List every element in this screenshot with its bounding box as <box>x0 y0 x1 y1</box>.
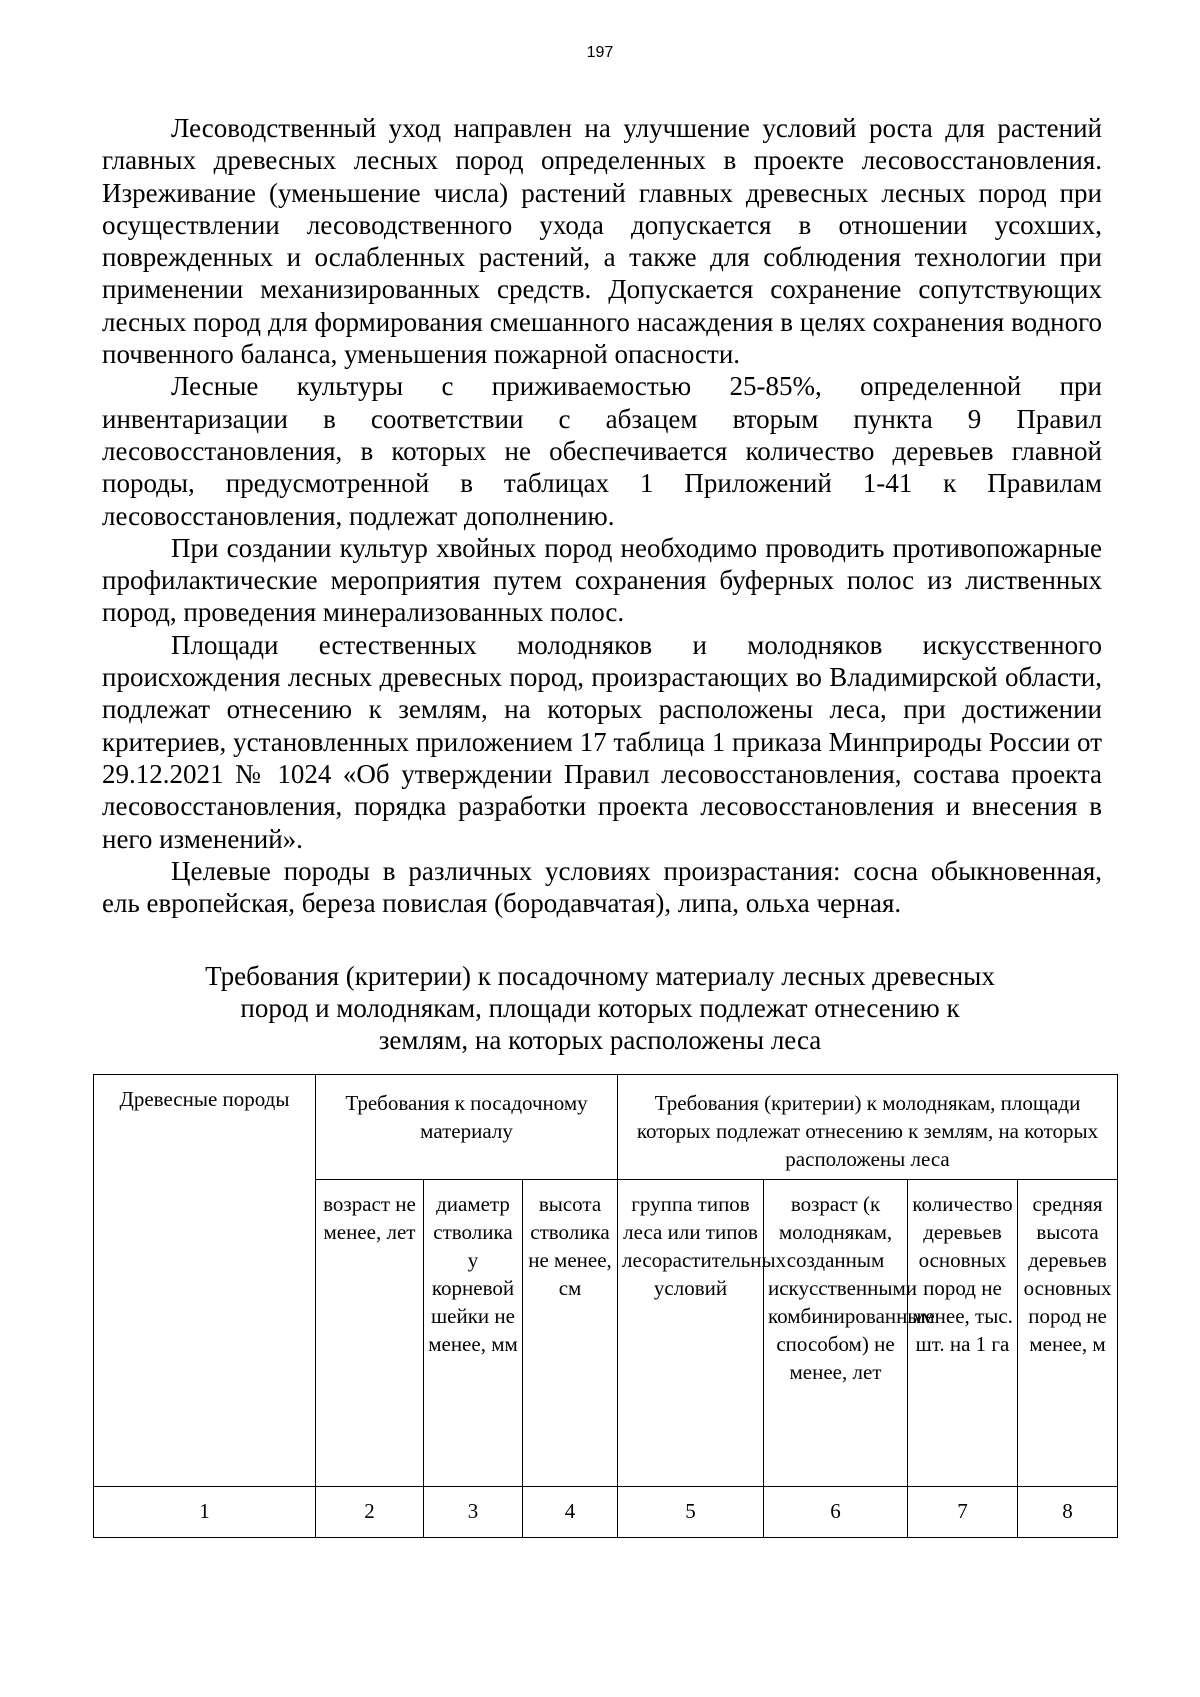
page-number: 197 <box>586 44 614 61</box>
paragraph-silvicultural-care: Лесоводственный уход направлен на улучшение условий роста для растений главных древесных лесных пород определенных в проекте лесовосстановления. Изреживание (уменьшение числа) растений главных древесных лесных пород при осуществлении лесоводственного ухода допускается в отношении усохших, поврежденных и ослабленных растений, а также для соблюдения технологии при применении механизированных средств. Допускается сохранение сопутствующих лесных пород для формирования смешанного насаждения в целях сохранения водного почвенного баланса, уменьшения пожарной опасности. <box>102 113 1102 370</box>
header-young-stands: Требования (критерии) к молоднякам, площади которых подлежат отнесению к землям, на которых расположены леса <box>618 1075 1118 1180</box>
subheader-age: возраст не менее, лет <box>316 1180 424 1487</box>
paragraph-target-species: Целевые породы в различных условиях произрастания: сосна обыкновенная, ель европейская, береза повислая (бородавчатая), липа, ольха черная. <box>102 855 1102 919</box>
subheader-stem-height: высота стволика не менее, см <box>523 1180 618 1487</box>
column-number: 2 <box>316 1487 424 1538</box>
criteria-table <box>93 1074 1118 1538</box>
column-number: 4 <box>523 1487 618 1538</box>
column-number: 6 <box>764 1487 908 1538</box>
paragraph-young-stands-areas: Площади естественных молодняков и молодняков искусственного происхождения лесных древесных пород, произрастающих во Владимирской области, подлежат отнесению к землям, на которых расположены леса, при достижении критериев, установленных приложением 17 таблица 1 приказа Минприроды России от 29.12.2021 № 1024 «Об утверждении Правил лесовосстановления, состава проекта лесовосстановления, порядка разработки проекта лесовосстановления и внесения в него изменений». <box>102 629 1102 854</box>
body-text <box>102 112 1102 919</box>
table-column-numbers-row <box>94 1487 1118 1538</box>
subheader-stem-diameter: диаметр стволика у корневой шейки не менее, мм <box>424 1180 523 1487</box>
column-number: 5 <box>618 1487 764 1538</box>
header-species: Древесные породы <box>94 1075 316 1487</box>
subheader-tree-count: количество деревьев основных пород не менее, тыс. шт. на 1 га <box>908 1180 1018 1487</box>
subheader-forest-type-group: группа типов леса или типов лесорастительных условий <box>618 1180 764 1487</box>
column-number: 8 <box>1018 1487 1118 1538</box>
table-title: Требования (критерии) к посадочному материалу лесных древесных пород и молоднякам, площади которых подлежат отнесению к землям, на которых расположены леса <box>205 961 995 1055</box>
table-header-row <box>94 1075 1118 1180</box>
column-number: 3 <box>424 1487 523 1538</box>
subheader-mean-height: средняя высота деревьев основных пород не менее, м <box>1018 1180 1118 1487</box>
paragraph-forest-cultures: Лесные культуры с приживаемостью 25-85%, определенной при инвентаризации в соответствии с абзацем вторым пункта 9 Правил лесовосстановления, в которых не обеспечивается количество деревьев главной породы, предусмотренной в таблицах 1 Приложений 1-41 к Правилам лесовосстановления, подлежат дополнению. <box>102 371 1102 531</box>
paragraph-fire-prevention: При создании культур хвойных пород необходимо проводить противопожарные профилактические мероприятия путем сохранения буферных полос из лиственных пород, проведения минерализованных полос. <box>102 532 1102 628</box>
column-number: 7 <box>908 1487 1018 1538</box>
column-number: 1 <box>94 1487 316 1538</box>
subheader-young-age: возраст (к молоднякам, созданным искусственными комбинированным способом) не менее, лет <box>764 1180 908 1487</box>
header-planting-material: Требования к посадочному материалу <box>316 1075 618 1180</box>
